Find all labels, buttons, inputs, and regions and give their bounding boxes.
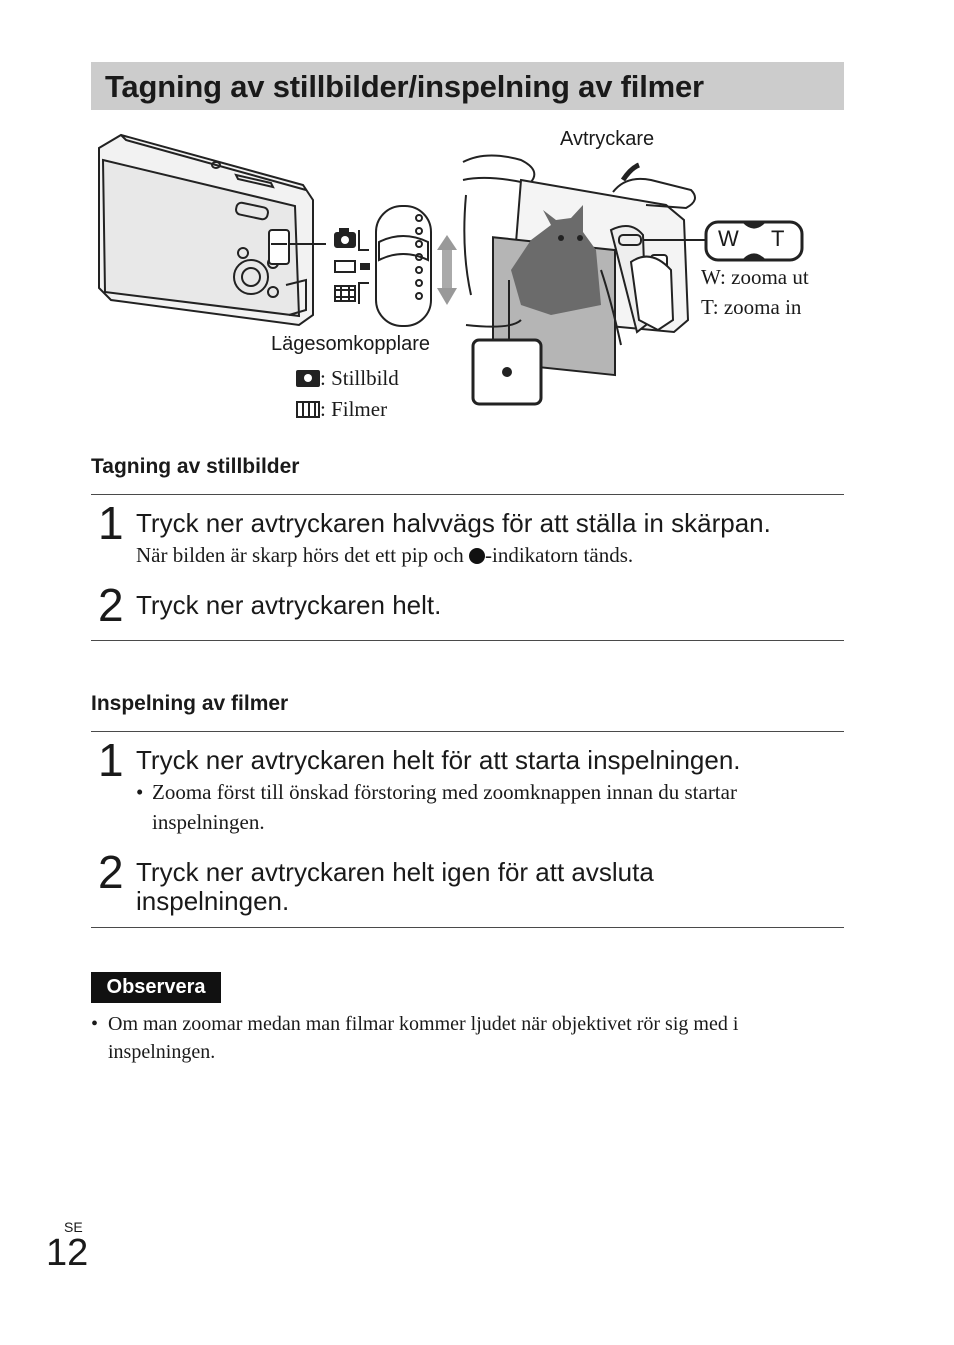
- movie-step-1-text: Tryck ner avtryckaren helt för att starta inspelningen.: [136, 745, 741, 775]
- note-label: Observera: [91, 972, 221, 1003]
- mode-switch-label: Lägesomkopplare: [271, 333, 430, 355]
- page-language: SE: [64, 1219, 83, 1235]
- still-section-heading: Tagning av stillbilder: [91, 455, 300, 478]
- still-step-1-text: Tryck ner avtryckaren halvvägs för att ställa in skärpan.: [136, 508, 771, 538]
- still-bottom-rule: [91, 640, 844, 641]
- still-step-2-text: Tryck ner avtryckaren helt.: [136, 590, 442, 620]
- section-title-bar: [91, 62, 844, 110]
- zoom-t-label: T: [771, 226, 785, 251]
- movie-step-1-number: 1: [98, 734, 124, 786]
- movie-bottom-rule: [91, 927, 844, 928]
- camera-illustration: [91, 120, 851, 440]
- still-top-rule: [91, 494, 844, 495]
- movie-film-icon: [296, 401, 320, 418]
- focus-indicator-icon: [469, 548, 485, 564]
- zoom-out-caption: W: zooma ut: [701, 265, 809, 289]
- zoom-w-label: W: [718, 226, 739, 251]
- note-text: • Om man zoomar medan man filmar kommer ljudet när objektivet rör sig med i inspelningen.: [91, 1013, 739, 1063]
- still-mode-legend: : Stillbild: [296, 366, 399, 391]
- movie-mode-legend: : Filmer: [296, 397, 387, 422]
- still-step-1-number: 1: [98, 497, 124, 549]
- still-camera-icon: [296, 370, 320, 387]
- zoom-in-caption: T: zooma in: [701, 295, 802, 319]
- movie-step-2-text: Tryck ner avtryckaren helt igen för att avsluta inspelningen.: [136, 857, 654, 916]
- shutter-label: Avtryckare: [560, 128, 655, 150]
- movie-top-rule: [91, 731, 844, 732]
- movie-step-1-bullet: • Zooma först till önskad förstoring med zoomknappen innan du startar inspelningen.: [136, 780, 737, 834]
- still-step-1-note: När bilden är skarp hörs det ett pip och -indikatorn tänds.: [136, 543, 634, 567]
- movie-section-heading: Inspelning av filmer: [91, 692, 289, 715]
- page-title: Tagning av stillbilder/inspelning av filmer: [105, 69, 704, 104]
- still-step-2-number: 2: [98, 579, 124, 631]
- movie-step-2-number: 2: [98, 846, 124, 898]
- page-number: 12: [46, 1232, 89, 1274]
